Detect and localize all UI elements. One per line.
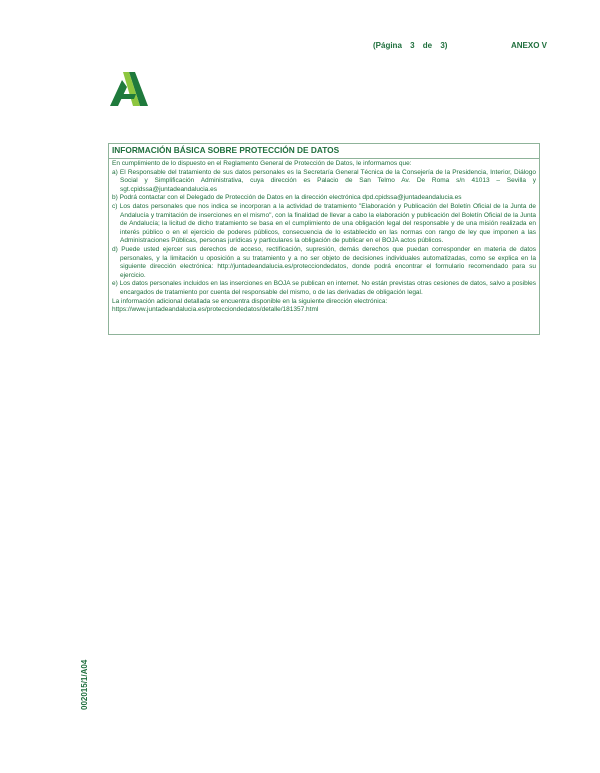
section-title: INFORMACIÓN BÁSICA SOBRE PROTECCIÓN DE DATOS xyxy=(109,144,539,159)
list-item: e) Los datos personales incluidos en las inserciones en BOJA se publican en internet. No están previstas otras cesiones de datos, salvo a posibles encargados de tratamiento por cuenta del responsable del mismo, o de las derivadas de obligación legal. xyxy=(112,280,536,296)
footer-note: La información adicional detallada se encuentra disponible en la siguiente dirección electrónica: xyxy=(112,297,388,305)
document-code: 002015/1/A04 xyxy=(80,659,89,710)
junta-de-andalucia-logo xyxy=(110,72,148,106)
list-item: b) Podrá contactar con el Delegado de Protección de Datos en la dirección electrónica dpd.cpidssa@juntadeandalucia.es xyxy=(112,194,462,202)
annex-label: ANEXO V xyxy=(511,41,548,50)
list-item: d) Puede usted ejercer sus derechos de acceso, rectificación, supresión, demás derechos que puedan corresponder en materia de datos personales, y la limitación u oposición a su tratamiento y a no ser objeto de decisiones individuales automatizadas, como se explica en la siguiente dirección electrónica: http://juntadeandalucia.es/protecciondedatos, donde podrá encontrar el formulario recomendado para su ejercicio. xyxy=(112,245,536,279)
data-protection-box xyxy=(108,143,540,335)
footer-url[interactable]: https://www.juntadeandalucia.es/protecciondedatos/detalle/181357.html xyxy=(112,306,319,314)
section-body xyxy=(109,159,539,315)
list-item: a) El Responsable del tratamiento de sus datos personales es la Secretaría General Técnica de la Consejería de la Presidencia, Interior, Diálogo Social y Simplificación Administrativa, cuya dirección es Palacio de San Telmo Av. De Roma s/n 41013 – Sevilla y sgt.cpidssa@juntadeandalucia.es xyxy=(112,168,536,193)
intro-text: En cumplimiento de lo dispuesto en el Reglamento General de Protección de Datos, le informamos que: xyxy=(112,160,412,167)
list-item: c) Los datos personales que nos indica se incorporan a la actividad de tratamiento "Elaboración y Publicación del Boletín Oficial de la Junta de Andalucía y tramitación de inserciones en el mismo", con la finalidad de llevar a cabo la elaboración y publicación del Boletín Oficial de la Junta de Andalucía; la licitud de dicho tratamiento se basa en el cumplimiento de una obligación legal del responsable y de una misión realizada en interés público o en el ejercicio de poderes públicos, consecuencia de lo establecido en las normas con rango de ley que imponen a las Administraciones Públicas, personas jurídicas y particulares la obligación de publicar en el BOJA actos públicos. xyxy=(112,202,536,245)
page-number: (Página 3 de 3) xyxy=(373,41,448,50)
